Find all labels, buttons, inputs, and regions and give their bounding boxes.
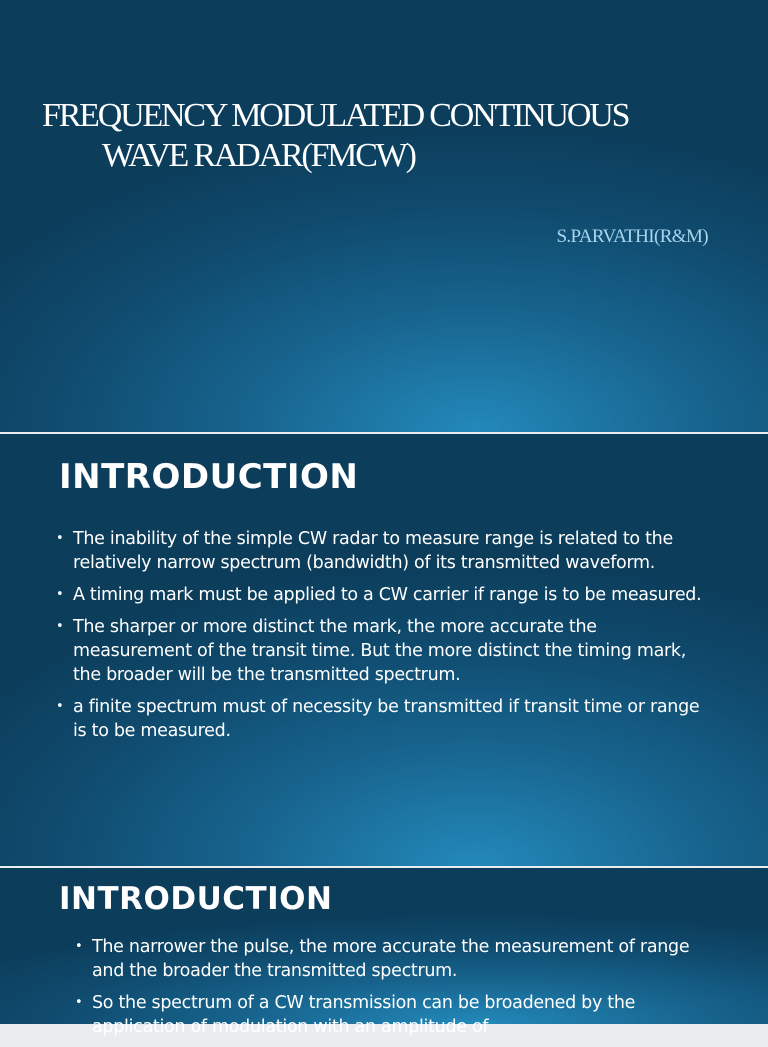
bullet-list [75, 935, 725, 1047]
list-item [75, 991, 725, 1039]
list-item [56, 615, 716, 687]
bullet-list [56, 527, 716, 751]
bullet-text: a finite spectrum must of necessity be transmitted if transit time or range is to be measured. [73, 697, 700, 741]
introduction-slide-2 [0, 868, 768, 1037]
bullet-icon: • [56, 587, 64, 602]
bullet-text: The inability of the simple CW radar to measure range is related to the relatively narrow spectrum (bandwidth) of its transmitted waveform. [73, 529, 673, 573]
list-item [56, 527, 716, 575]
bullet-icon: • [56, 619, 64, 634]
bullet-text: A timing mark must be applied to a CW carrier if range is to be measured. [73, 585, 702, 605]
bullet-text: The sharper or more distinct the mark, the more accurate the measurement of the transit time. But the more distinct the timing mark, the broader will be the transmitted spectrum. [73, 617, 686, 685]
slide-heading: INTRODUCTION [59, 881, 333, 917]
list-item [56, 695, 716, 743]
bullet-text: The narrower the pulse, the more accurate the measurement of range and the broader the transmitted spectrum. [92, 937, 690, 981]
title-slide [0, 0, 768, 432]
introduction-slide-1 [0, 434, 768, 866]
presentation-title [0, 96, 768, 176]
bullet-icon: • [56, 699, 64, 714]
bullet-text: So the spectrum of a CW transmission can be broadened by the application of modulation with an amplitude of [92, 993, 636, 1037]
bullet-icon: • [56, 531, 64, 546]
bullet-icon: • [75, 939, 83, 954]
author-name: S.PARVATHI(R&M) [556, 226, 708, 247]
title-line-2: WAVE RADAR(FMCW) [102, 137, 415, 174]
slide-heading: INTRODUCTION [59, 457, 359, 497]
list-item [75, 935, 725, 983]
list-item [56, 583, 716, 607]
title-line-1: FREQUENCY MODULATED CONTINUOUS [42, 97, 629, 134]
bullet-icon: • [75, 995, 83, 1010]
